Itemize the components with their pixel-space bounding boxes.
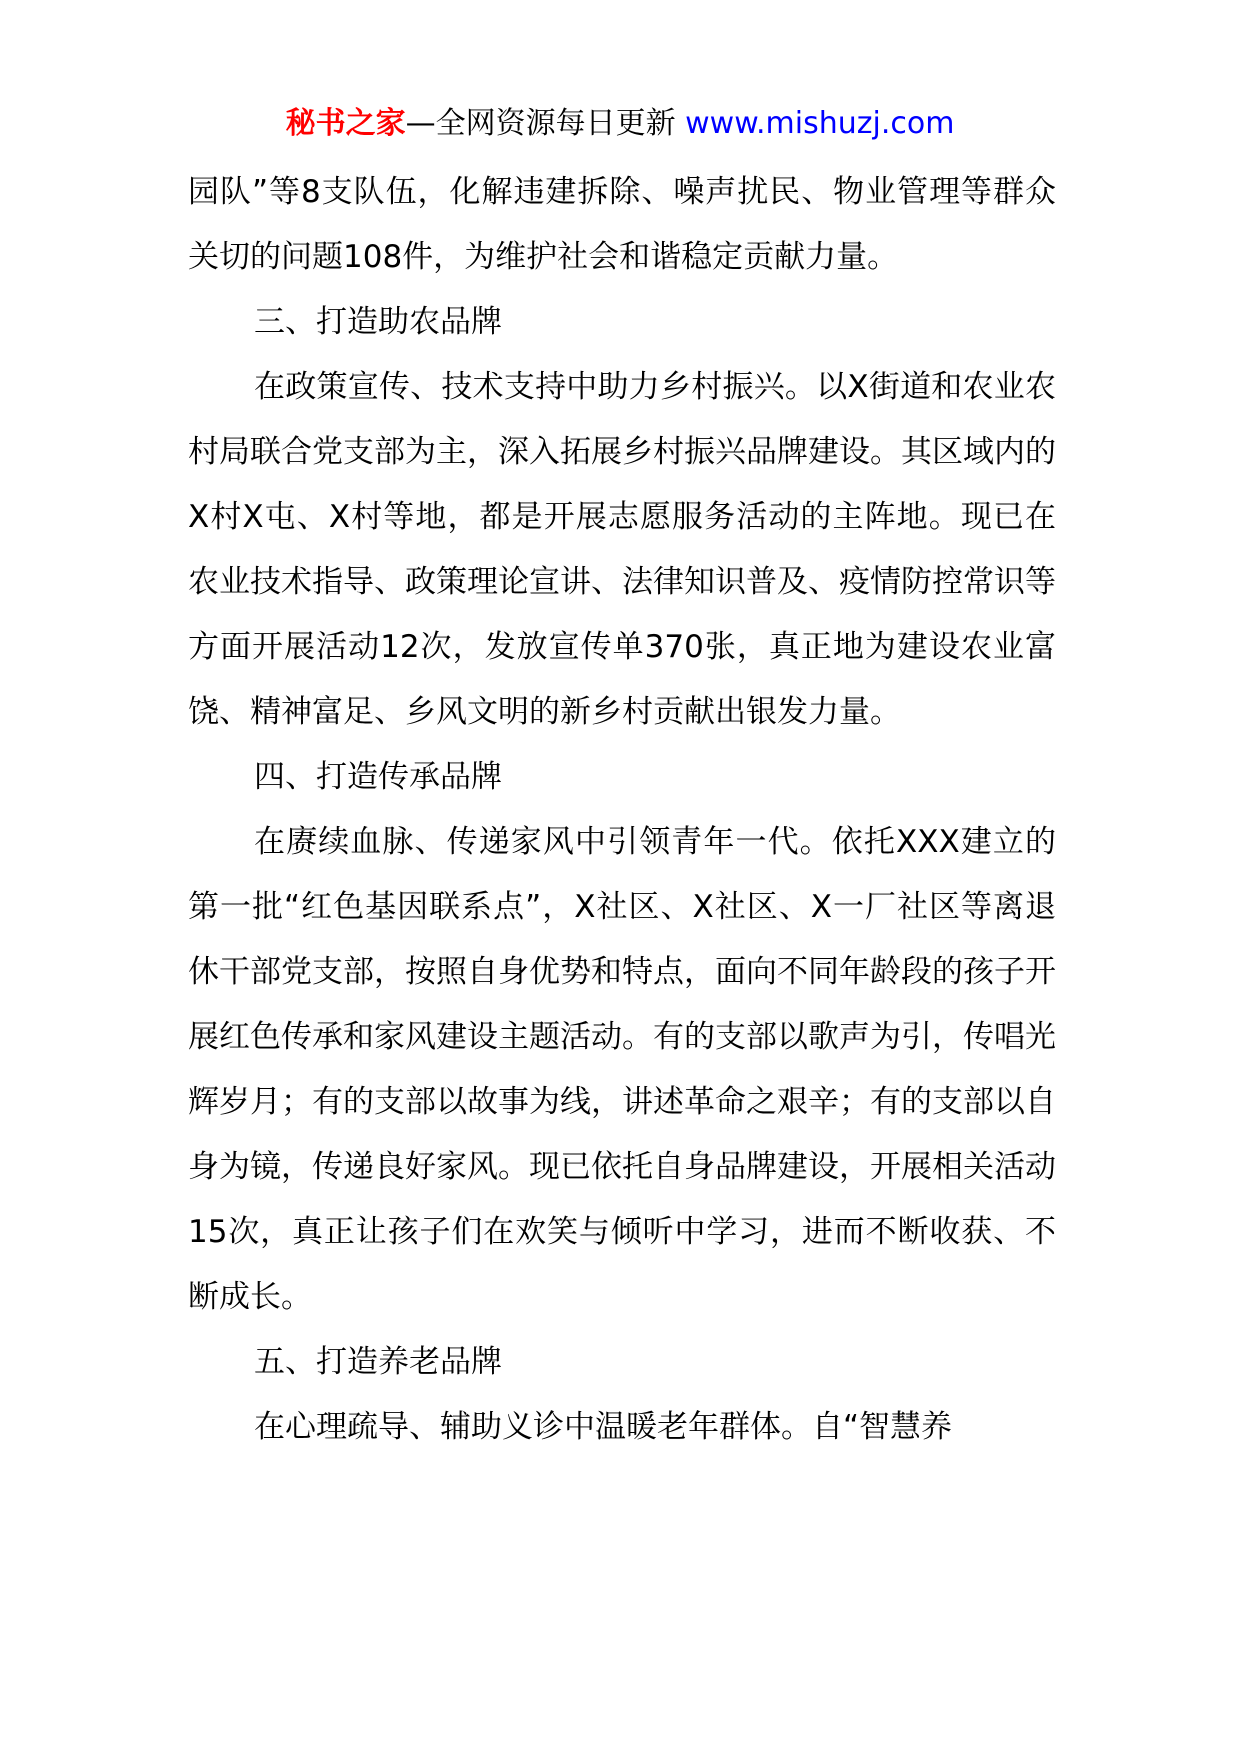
section-heading-agriculture: 三、打造助农品牌 xyxy=(254,304,502,340)
header-tagline: —全网资源每日更新 xyxy=(405,106,686,141)
paragraph-agriculture: 在政策宣传、技术支持中助力乡村振兴。以X街道和农业农村局联合党支部为主，深入拓展乡村振兴品牌建设。其区域内的X村X屯、X村等地，都是开展志愿服务活动的主阵地。现已在农业技术指导、政策理论宣讲、法律知识普及、疫情防控常识等方面开展活动12次，发放宣传单370张，真正地为建设农业富饶、精神富足、乡风文明的新乡村贡献出银发力量。 xyxy=(188,369,1056,730)
header-url-link[interactable]: www.mishuzj.com xyxy=(685,106,955,141)
section-heading-elderly-care: 五、打造养老品牌 xyxy=(254,1344,502,1380)
paragraph-continuation: 园队”等8支队伍，化解违建拆除、噪声扰民、物业管理等群众关切的问题108件，为维护社会和谐稳定贡献力量。 xyxy=(188,174,1056,275)
section-heading-heritage: 四、打造传承品牌 xyxy=(254,759,502,795)
page-header xyxy=(0,100,1240,148)
document-body xyxy=(188,160,1056,1460)
paragraph-elderly-care: 在心理疏导、辅助义诊中温暖老年群体。自“智慧养 xyxy=(254,1409,953,1445)
paragraph-heritage: 在赓续血脉、传递家风中引领青年一代。依托XXX建立的第一批“红色基因联系点”，X社区、X社区、X一厂社区等离退休干部党支部，按照自身优势和特点，面向不同年龄段的孩子开展红色传承和家风建设主题活动。有的支部以歌声为引，传唱光辉岁月；有的支部以故事为线，讲述革命之艰辛；有的支部以自身为镜，传递良好家风。现已依托自身品牌建设，开展相关活动15次，真正让孩子们在欢笑与倾听中学习，进而不断收获、不断成长。 xyxy=(188,824,1056,1315)
header-brand: 秘书之家 xyxy=(285,106,406,141)
